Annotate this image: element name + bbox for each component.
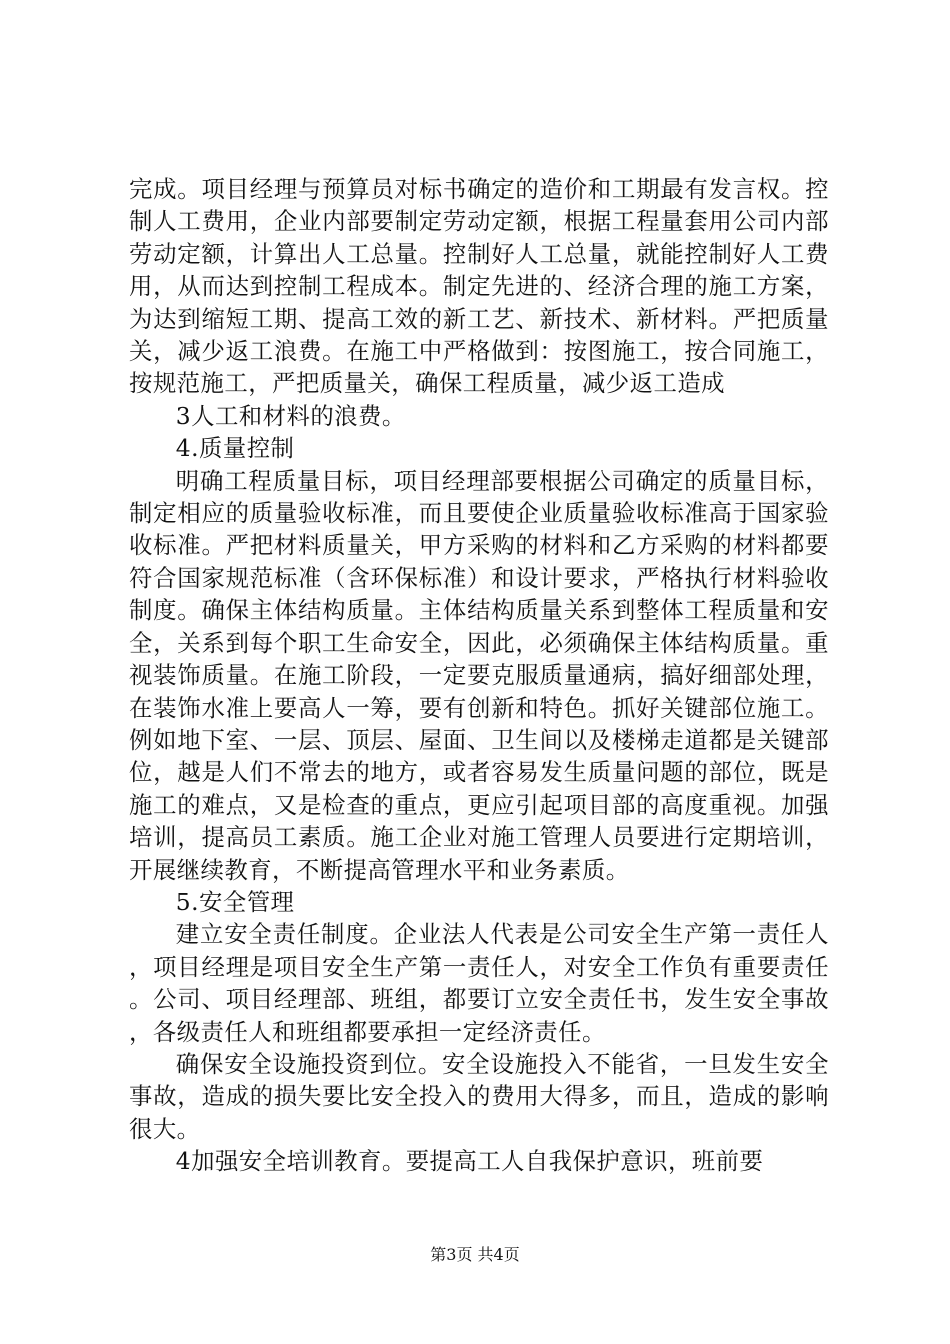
section-heading-safety-management: 5.安全管理 [175,887,295,916]
document-body [129,173,829,1178]
paragraph-safety-responsibility: 建立安全责任制度。企业法人代表是公司安全生产第一责任人，项目经理是项目安全生产第一责任人，对安全工作负有重要责任。公司、项目经理部、班组，都要订立安全责任书，发生安全事故，各级责任人和班组都要承担一定经济责任。 [129,920,829,1046]
paragraph-cost-control: 完成。项目经理与预算员对标书确定的造价和工期最有发言权。控制人工费用，企业内部要制定劳动定额，根据工程量套用公司内部劳动定额，计算出人工总量。控制好人工总量，就能控制好人工费用，从而达到控制工程成本。制定先进的、经济合理的施工方案，为达到缩短工期、提高工效的新工艺、新技术、新材料。严把质量关，减少返工浪费。在施工中严格做到：按图施工，按合同施工，按规范施工，严把质量关，确保工程质量，减少返工造成 [129,175,829,398]
paragraph-material-waste: 3人工和材料的浪费。 [175,401,406,430]
paragraph-safety-investment: 确保安全设施投资到位。安全设施投入不能省，一旦发生安全事故，造成的损失要比安全投入的费用大得多，而且，造成的影响很大。 [129,1049,829,1143]
paragraph-safety-training: 4加强安全培训教育。要提高工人自我保护意识，班前要 [175,1147,764,1176]
section-heading-quality-control: 4.质量控制 [175,434,295,463]
page-number-footer: 第3页 共4页 [430,1245,520,1264]
paragraph-quality-control: 明确工程质量目标，项目经理部要根据公司确定的质量目标，制定相应的质量验收标准，而且要使企业质量验收标准高于国家验收标准。严把材料质量关，甲方采购的材料和乙方采购的材料都要符合国家规范标准（含环保标准）和设计要求，严格执行材料验收制度。确保主体结构质量。主体结构质量关系到整体工程质量和安全，关系到每个职工生命安全，因此，必须确保主体结构质量。重视装饰质量。在施工阶段，一定要克服质量通病，搞好细部处理，在装饰水准上要高人一筹，要有创新和特色。抓好关键部位施工。例如地下室、一层、顶层、屋面、卫生间以及楼梯走道都是关键部位，越是人们不常去的地方，或者容易发生质量问题的部位，既是施工的难点，又是检查的重点，更应引起项目部的高度重视。加强培训，提高员工素质。施工企业对施工管理人员要进行定期培训，开展继续教育，不断提高管理水平和业务素质。 [129,466,829,884]
